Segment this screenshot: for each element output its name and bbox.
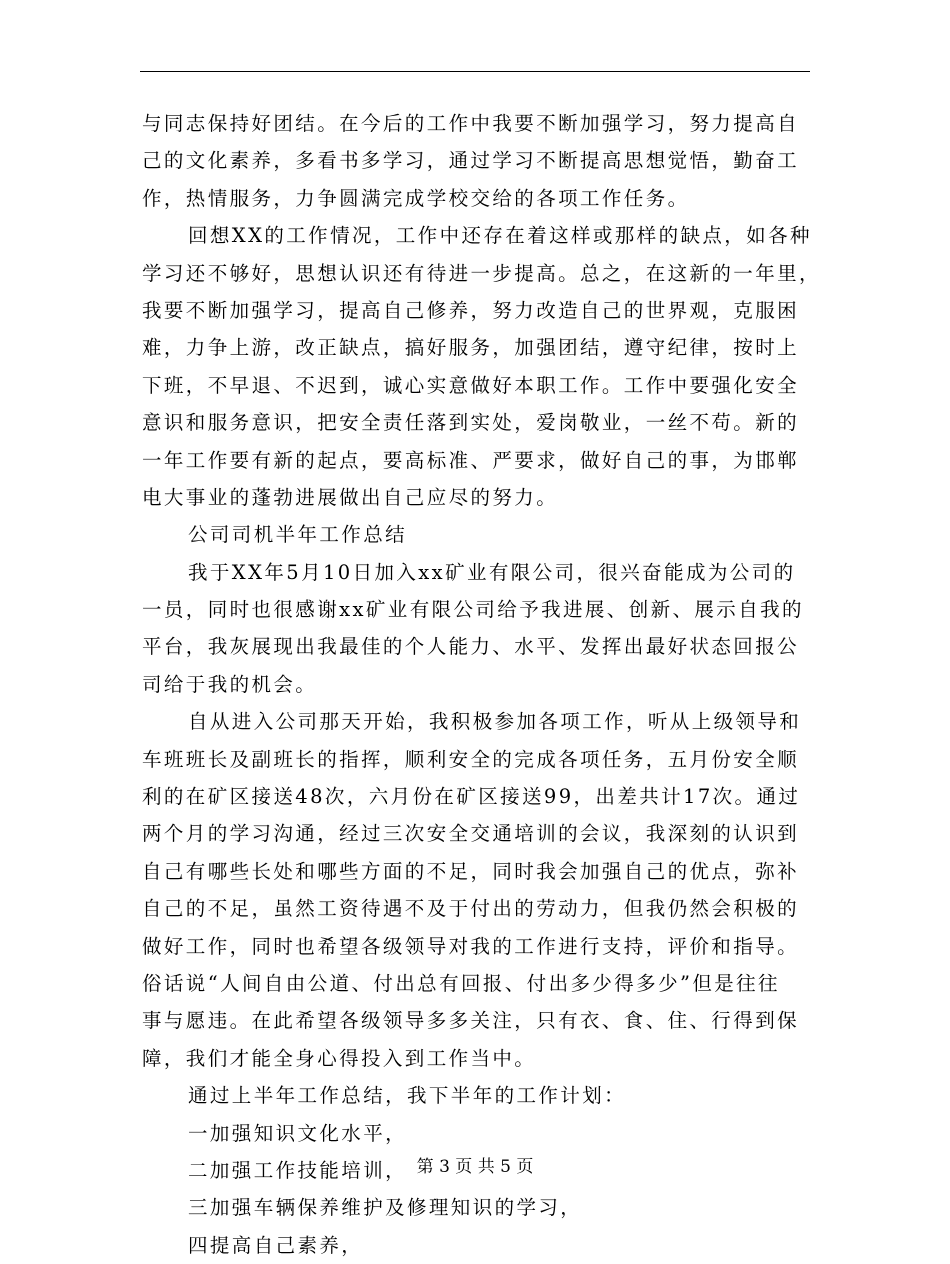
text-line: 学习还不够好，思想认识还有待进一步提高。总之，在这新的一年里， (142, 261, 821, 285)
text-line: 自己的不足，虽然工资待遇不及于付出的劳动力，但我仍然会积极的 (142, 897, 800, 921)
text-line: 电大事业的蓬勃进展做出自己应尽的努力。 (142, 485, 559, 509)
text-line: 下班，不早退、不迟到，诚心实意做好本职工作。工作中要强化安全 (142, 373, 800, 397)
text-line: 作，热情服务，力争圆满完成学校交给的各项工作任务。 (142, 186, 690, 210)
text-line: 难，力争上游，改正缺点，搞好服务，加强团结，遵守纪律，按时上 (142, 336, 800, 360)
text-line: 两个月的学习沟通，经过三次安全交通培训的会议，我深刻的认识到 (142, 822, 800, 846)
text-line: 回想XX的工作情况，工作中还存在着这样或那样的缺点，如各种 (188, 224, 812, 248)
text-line: 司给于我的机会。 (142, 672, 318, 696)
text-line: 与同志保持好团结。在今后的工作中我要不断加强学习，努力提高自 (142, 112, 800, 135)
text-line: 我要不断加强学习，提高自己修养，努力改造自己的世界观，克服困 (142, 298, 800, 322)
text-line: 俗话说“人间自由公道、付出总有回报、付出多少得多少”但是往往 (142, 971, 780, 995)
text-line: 一员，同时也很感谢xx矿业有限公司给予我进展、创新、展示自我的 (142, 598, 804, 622)
text-line: 自己有哪些长处和哪些方面的不足，同时我会加强自己的优点，弥补 (142, 859, 800, 883)
text-line: 我于XX年5月10日加入xx矿业有限公司，很兴奋能成为公司的 (188, 560, 796, 584)
text-line: 做好工作，同时也希望各级领导对我的工作进行支持，评价和指导。 (142, 934, 800, 958)
text-line: 一年工作要有新的起点，要高标准、严要求，做好自己的事，为邯郸 (142, 448, 800, 472)
text-line: 三加强车辆保养维护及修理知识的学习， (188, 1196, 583, 1220)
text-line: 四提高自己素养， (188, 1233, 364, 1257)
text-line: 通过上半年工作总结，我下半年的工作计划： (188, 1084, 627, 1108)
text-line: 一加强知识文化水平， (188, 1121, 408, 1145)
header-rule (140, 71, 810, 72)
page-number-footer: 第 3 页 共 5 页 (416, 1157, 534, 1177)
text-line: 公司司机半年工作总结 (188, 523, 408, 547)
text-line: 自从进入公司那天开始，我积极参加各项工作，听从上级领导和 (188, 710, 802, 734)
text-line: 障，我们才能全身心得投入到工作当中。 (142, 1046, 537, 1070)
text-line: 己的文化素养，多看书多学习，通过学习不断提高思想觉悟，勤奋工 (142, 149, 800, 173)
text-line: 平台，我灰展现出我最佳的个人能力、水平、发挥出最好状态回报公 (142, 635, 800, 659)
text-line: 利的在矿区接送48次，六月份在矿区接送99，出差共计17次。通过 (142, 785, 801, 809)
text-line: 二加强工作技能培训， (188, 1158, 408, 1182)
text-line: 事与愿违。在此希望各级领导多多关注，只有衣、食、住、行得到保 (142, 1009, 800, 1033)
text-line: 意识和服务意识，把安全责任落到实处，爱岗敬业，一丝不苟。新的 (142, 411, 800, 435)
document-body (142, 105, 821, 1264)
text-line: 车班班长及副班长的指挥，顺利安全的完成各项任务，五月份安全顺 (142, 747, 800, 771)
